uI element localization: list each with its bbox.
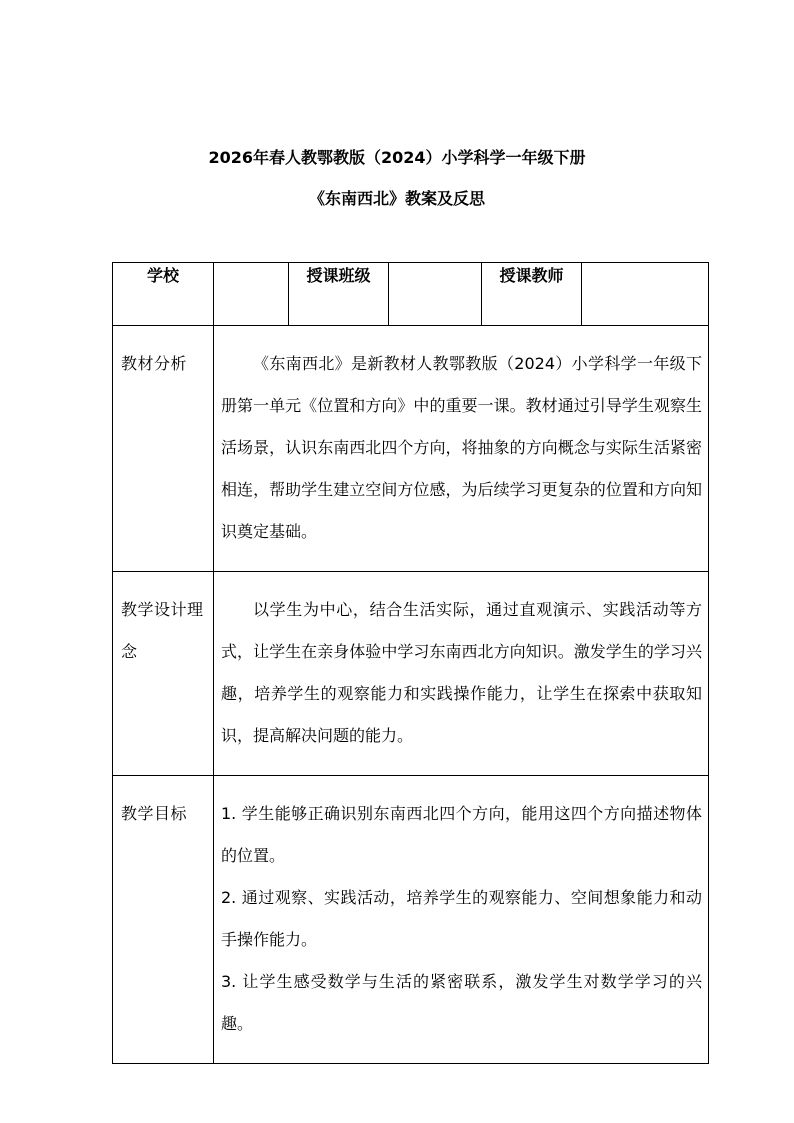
- row-content: [214, 572, 709, 776]
- goal-item: 3. 让学生感受数学与生活的紧密联系，激发学生对数学学习的兴趣。: [221, 972, 702, 1033]
- row-label: 教材分析: [113, 326, 214, 572]
- teacher-value-cell[interactable]: [582, 263, 709, 326]
- row-content: [214, 776, 709, 1064]
- document-title: 2026年春人教鄂教版（2024）小学科学一年级下册: [208, 148, 586, 167]
- school-value-cell[interactable]: [214, 263, 289, 326]
- row-label: 教学目标: [113, 776, 214, 1064]
- goal-item: 1. 学生能够正确识别东南西北四个方向，能用这四个方向描述物体的位置。: [221, 804, 702, 865]
- row-content: [214, 326, 709, 572]
- teacher-label: 授课教师: [482, 263, 582, 326]
- class-label: 授课班级: [289, 263, 389, 326]
- material-analysis-text: 《东南西北》是新教材人教鄂教版（2024）小学科学一年级下册第一单元《位置和方向》中的重要一课。教材通过引导学生观察生活场景，认识东南西北四个方向，将抽象的方向概念与实际生活紧密相连，帮助学生建立空间方位感，为后续学习更复杂的位置和方向知识奠定基础。: [221, 354, 702, 541]
- lesson-plan-table: [112, 262, 709, 1064]
- school-label: 学校: [113, 263, 214, 326]
- document-subtitle: 《东南西北》教案及反思: [308, 189, 485, 208]
- header-row: [113, 263, 709, 326]
- design-concept-label: 教学设计理念: [121, 600, 204, 661]
- class-value-cell[interactable]: [389, 263, 482, 326]
- table-row-teaching-goals: [113, 776, 709, 1064]
- design-concept-text: 以学生为中心，结合生活实际，通过直观演示、实践活动等方式，让学生在亲身体验中学习东南西北方向知识。激发学生的学习兴趣，培养学生的观察能力和实践操作能力，让学生在探索中获取知识，提高解决问题的能力。: [221, 600, 702, 745]
- table-row-design-concept: [113, 572, 709, 776]
- table-row-material-analysis: [113, 326, 709, 572]
- goal-item: 2. 通过观察、实践活动，培养学生的观察能力、空间想象能力和动手操作能力。: [221, 888, 702, 949]
- row-label: [113, 572, 214, 776]
